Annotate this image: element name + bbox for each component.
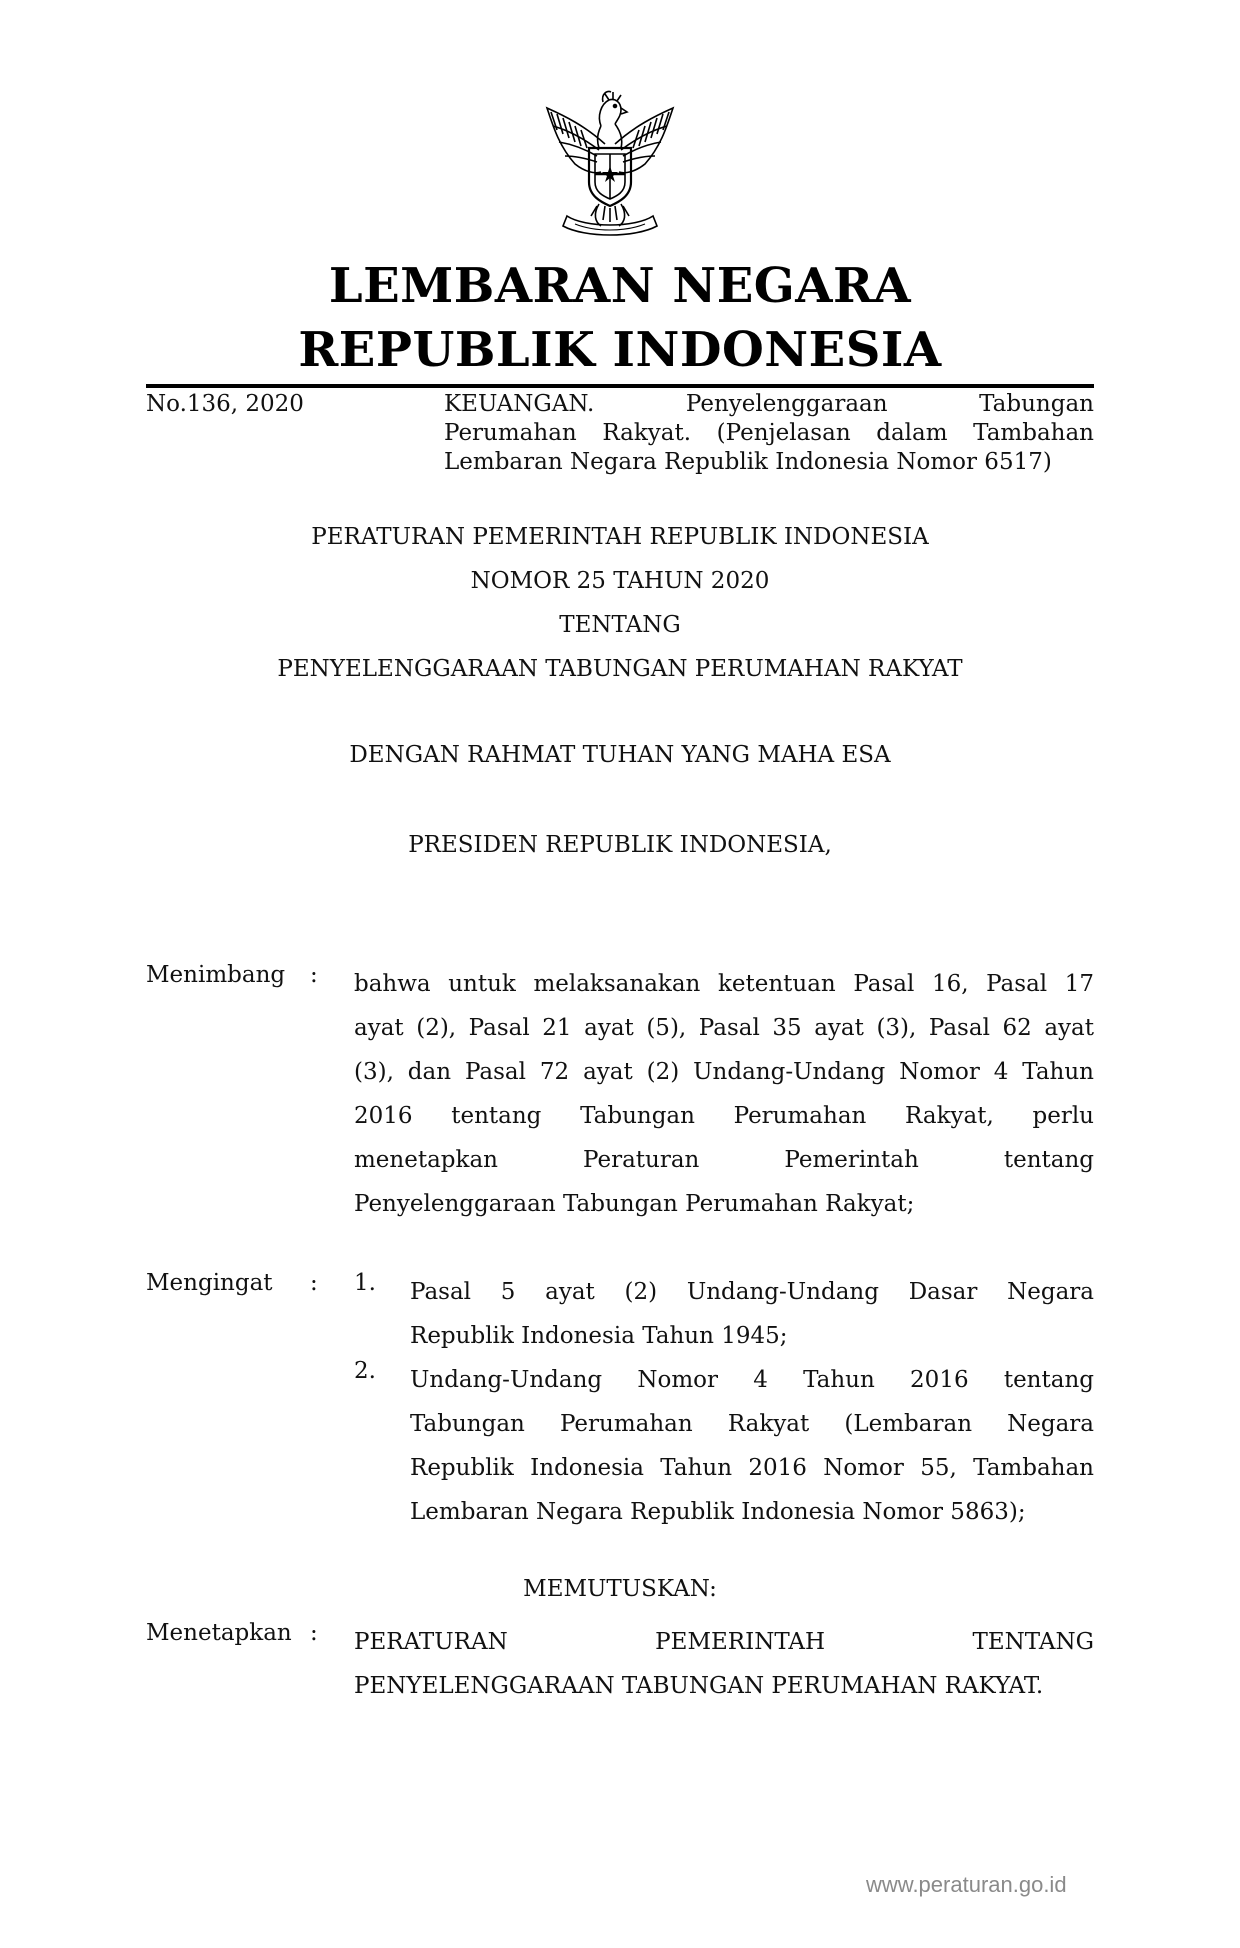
mengingat-line: Tabungan Perumahan Rakyat (Lembaran Negara	[410, 1411, 1094, 1437]
subject-line: KEUANGAN. Penyelenggaraan Tabungan	[444, 391, 1094, 417]
menimbang-line: 2016 tentang Tabungan Perumahan Rakyat, perlu	[354, 1103, 1094, 1129]
mengingat-line: Republik Indonesia Tahun 2016 Nomor 55, Tambahan	[410, 1455, 1094, 1481]
gazette-subject	[444, 390, 1094, 477]
menimbang-line: menetapkan Peraturan Pemerintah tentang	[354, 1147, 1094, 1173]
masthead-subtitle: REPUBLIK INDONESIA	[298, 322, 942, 378]
mengingat-item-number: 1.	[354, 1270, 376, 1296]
menetapkan-line: PERATURAN PEMERINTAH TENTANG	[354, 1629, 1094, 1655]
decision-heading: MEMUTUSKAN:	[523, 1576, 717, 1602]
regulation-number: NOMOR 25 TAHUN 2020	[470, 568, 770, 594]
mengingat-item-text	[410, 1270, 1094, 1358]
menetapkan-line: PENYELENGGARAAN TABUNGAN PERUMAHAN RAKYAT.	[354, 1673, 1044, 1699]
menetapkan-text	[354, 1620, 1094, 1708]
subject-line: Perumahan Rakyat. (Penjelasan dalam Tambahan	[444, 420, 1094, 446]
regulation-title: PENYELENGGARAAN TABUNGAN PERUMAHAN RAKYAT	[277, 656, 963, 682]
mengingat-line: Lembaran Negara Republik Indonesia Nomor 5863);	[410, 1499, 1026, 1525]
menetapkan-colon: :	[310, 1620, 318, 1646]
subject-line: Lembaran Negara Republik Indonesia Nomor 6517)	[444, 449, 1052, 475]
mengingat-colon: :	[310, 1270, 318, 1296]
mengingat-line: Republik Indonesia Tahun 1945;	[410, 1323, 788, 1349]
gazette-number: No.136, 2020	[146, 391, 304, 417]
mengingat-line: Pasal 5 ayat (2) Undang-Undang Dasar Negara	[410, 1279, 1094, 1305]
garuda-emblem-icon	[535, 86, 685, 238]
menimbang-line: (3), dan Pasal 72 ayat (2) Undang-Undang Nomor 4 Tahun	[354, 1059, 1094, 1085]
regulation-about: TENTANG	[559, 612, 681, 638]
menimbang-colon: :	[310, 962, 318, 988]
mengingat-item-text	[410, 1358, 1094, 1534]
menimbang-line: ayat (2), Pasal 21 ayat (5), Pasal 35 ayat (3), Pasal 62 ayat	[354, 1015, 1094, 1041]
menimbang-line: bahwa untuk melaksanakan ketentuan Pasal 16, Pasal 17	[354, 971, 1094, 997]
menimbang-label: Menimbang	[146, 962, 286, 988]
mengingat-item-number: 2.	[354, 1358, 376, 1384]
issuer: PRESIDEN REPUBLIK INDONESIA,	[408, 832, 832, 858]
masthead-divider	[146, 384, 1094, 388]
masthead-title: LEMBARAN NEGARA	[328, 258, 912, 314]
mengingat-label: Mengingat	[146, 1270, 273, 1296]
website-link[interactable]: www.peraturan.go.id	[866, 1872, 1067, 1897]
menimbang-line: Penyelenggaraan Tabungan Perumahan Rakyat;	[354, 1191, 915, 1217]
mengingat-line: Undang-Undang Nomor 4 Tahun 2016 tentang	[410, 1367, 1094, 1393]
menetapkan-label: Menetapkan	[146, 1620, 292, 1646]
invocation: DENGAN RAHMAT TUHAN YANG MAHA ESA	[349, 742, 891, 768]
regulation-type: PERATURAN PEMERINTAH REPUBLIK INDONESIA	[311, 524, 929, 550]
menimbang-text	[354, 962, 1094, 1226]
